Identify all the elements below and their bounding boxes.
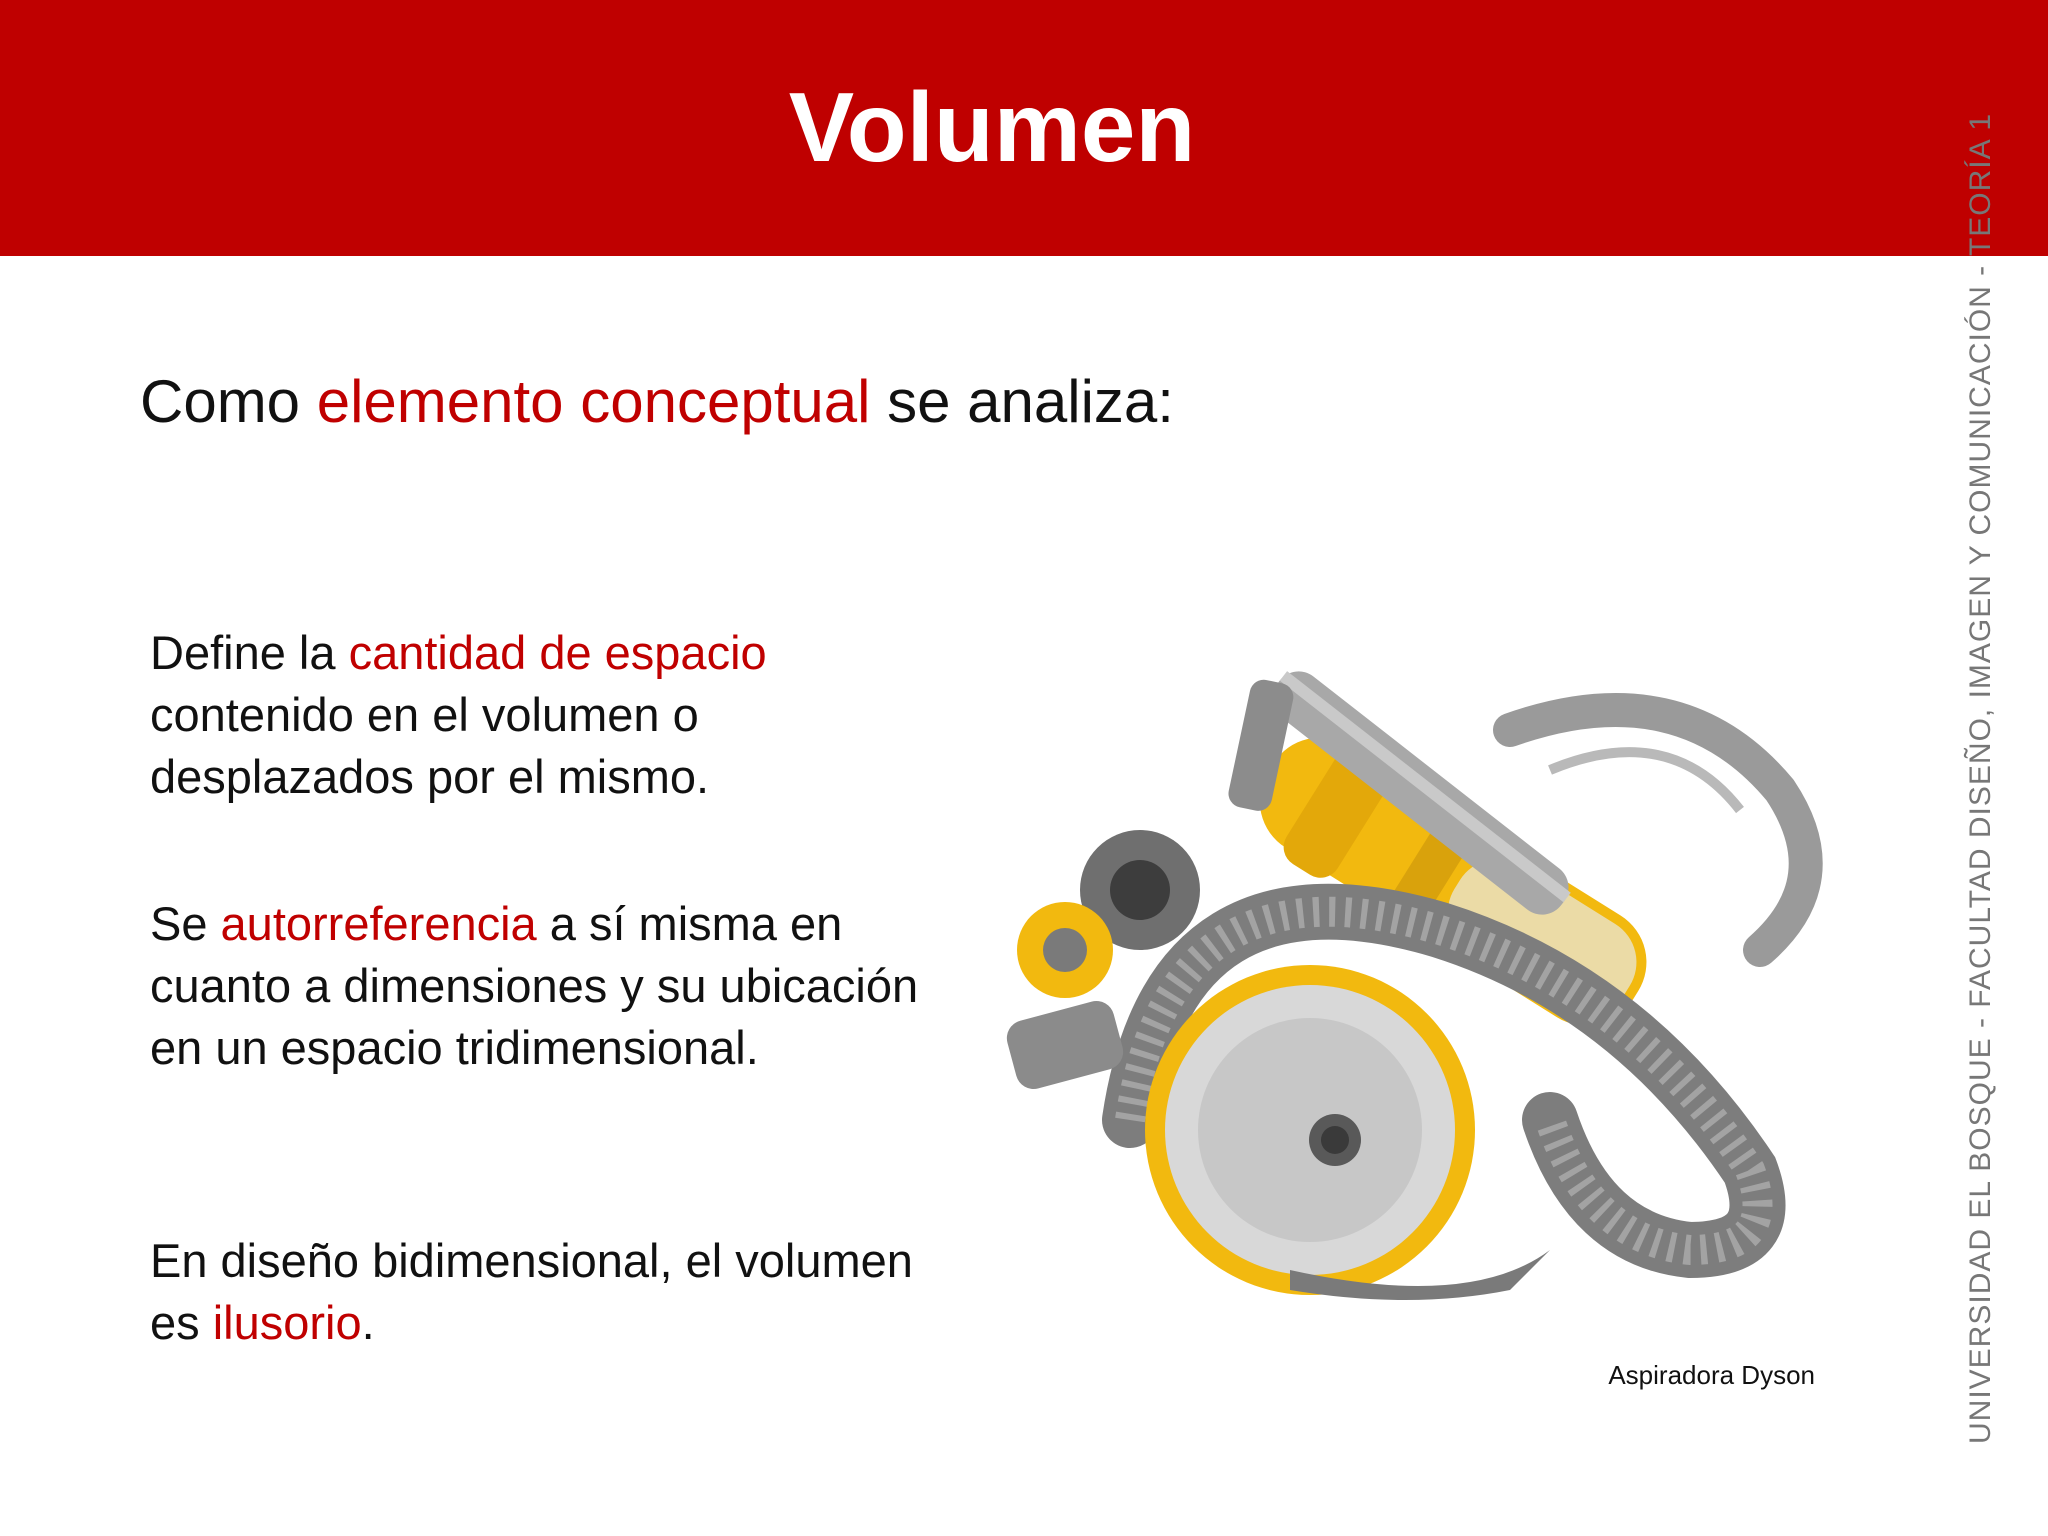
paragraph-space bbox=[150, 622, 930, 808]
vacuum-cleaner-illustration bbox=[990, 650, 1870, 1300]
paragraph-text-end: contenido en el volumen o desplazados por el mismo. bbox=[150, 688, 710, 803]
paragraph-text: Define la bbox=[150, 626, 349, 679]
subtitle-text: Como bbox=[140, 368, 317, 435]
paragraph-illusory bbox=[150, 1230, 930, 1354]
paragraph-text: Se bbox=[150, 897, 221, 950]
subtitle bbox=[140, 368, 1174, 435]
paragraph-highlight: cantidad de espacio bbox=[348, 626, 767, 679]
slide-title: Volumen bbox=[788, 72, 1196, 182]
paragraph-highlight: ilusorio bbox=[212, 1296, 362, 1349]
side-label: UNIVERSIDAD EL BOSQUE - FACULTAD DISEÑO, IMAGEN Y COMUNICACIÓN - TEORÍA 1 bbox=[1964, 112, 1997, 1444]
subtitle-text-end: se analiza: bbox=[870, 368, 1174, 435]
image-caption: Aspiradora Dyson bbox=[1608, 1360, 1815, 1390]
paragraph-text: En diseño bidimensional, el volumen es bbox=[150, 1234, 913, 1349]
paragraph-highlight: autorreferencia bbox=[220, 897, 537, 950]
paragraph-self-reference bbox=[150, 893, 930, 1079]
subtitle-highlight: elemento conceptual bbox=[316, 368, 871, 435]
paragraph-text-end: . bbox=[361, 1296, 375, 1349]
paragraph-text-end: a sí misma en cuanto a dimensiones y su ubicación en un espacio tridimensional. bbox=[150, 897, 919, 1074]
